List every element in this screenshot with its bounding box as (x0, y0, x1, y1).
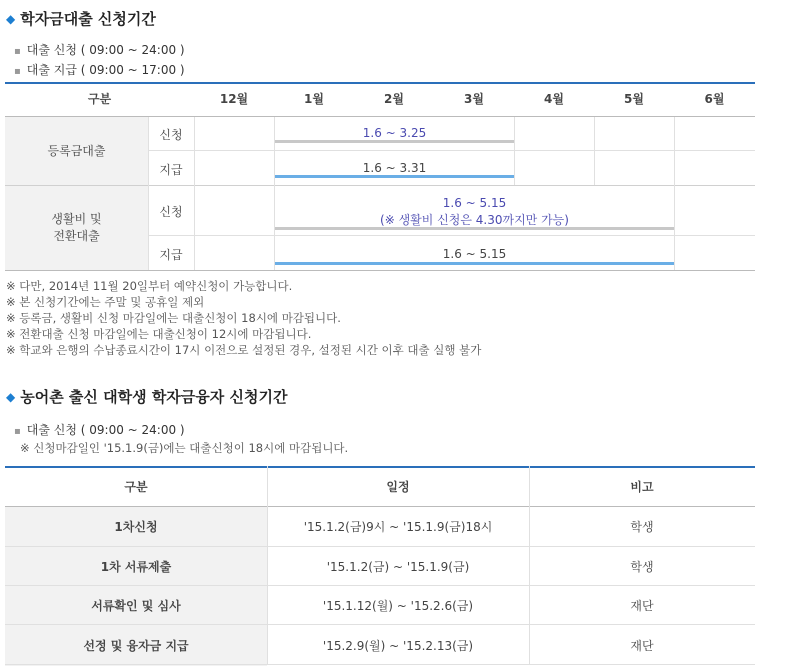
table-row-name: 선정 및 융자금 지급 (83, 639, 189, 653)
square-bullet-icon: ▪ (14, 66, 21, 77)
header-remark: 비고 (630, 480, 654, 494)
timeline-bar-tuition-apply (275, 140, 514, 143)
header-month-1: 1월 (304, 92, 324, 106)
diamond-bullet-icon: ◆ (6, 12, 16, 26)
header-category: 구분 (124, 480, 148, 494)
note-rural-deadline: ※ 신청마감일인 '15.1.9(금)에는 대출신청이 18시에 마감됩니다. (20, 441, 349, 455)
header-schedule: 일정 (386, 480, 410, 494)
timeline-bar-tuition-payment (275, 175, 514, 178)
header-month-4: 4월 (544, 92, 564, 106)
timeline-bar-living-payment (275, 262, 674, 265)
note-deadline-12: ※ 전환대출 신청 마감일에는 대출신청이 12시에 마감됩니다. (6, 327, 312, 341)
rural-loan-schedule-table (5, 466, 755, 666)
table-top-border (5, 466, 755, 468)
row-label-apply: 신청 (159, 128, 183, 142)
row-label-apply: 신청 (159, 205, 183, 219)
header-month-12: 12월 (219, 92, 249, 106)
row-label-payment: 지급 (159, 163, 183, 177)
group-label-tuition-loan: 등록금대출 (47, 144, 106, 158)
header-month-6: 6월 (704, 92, 725, 106)
note-reservation: ※ 다만, 2014년 11월 20일부터 예약신청이 가능합니다. (6, 279, 293, 293)
timeline-bar-living-apply (275, 227, 674, 230)
bullet-rural-apply-hours: ▪ 대출 신청 ( 09:00 ~ 24:00 ) (14, 423, 185, 437)
bar-label-tuition-apply: 1.6 ~ 3.25 (362, 126, 427, 140)
section-title-rural-loan: ◆ 농어촌 출신 대학생 학자금융자 신청기간 (6, 388, 288, 406)
table-row-schedule: '15.1.2(금)9시 ~ '15.1.9(금)18시 (303, 520, 493, 534)
bar-label-living-apply: 1.6 ~ 5.15 (442, 196, 507, 210)
diamond-bullet-icon: ◆ (6, 390, 16, 404)
loan-schedule-table (5, 82, 755, 271)
section-title-loan-period: ◆ 학자금대출 신청기간 (6, 10, 156, 28)
table-row-remark: 학생 (630, 520, 654, 534)
bullet-apply-hours: ▪ 대출 신청 ( 09:00 ~ 24:00 ) (14, 43, 185, 57)
table-row-schedule: '15.2.9(월) ~ '15.2.13(금) (322, 639, 474, 653)
square-bullet-icon: ▪ (14, 46, 21, 57)
bar-label-living-payment: 1.6 ~ 5.15 (442, 247, 507, 261)
table-row-name: 1차 서류제출 (100, 560, 172, 574)
table-row-remark: 재단 (630, 639, 654, 653)
square-bullet-icon: ▪ (14, 426, 21, 437)
table-row-remark: 재단 (630, 599, 654, 613)
bar-note-living-apply: (※ 생활비 신청은 4.30까지만 가능) (380, 213, 569, 227)
group-label-living-loan: 생활비 및 전환대출 (51, 212, 102, 243)
table-row-remark: 학생 (630, 560, 654, 574)
table-row-schedule: '15.1.12(월) ~ '15.2.6(금) (322, 599, 474, 613)
header-month-5: 5월 (624, 92, 644, 106)
label-column-bg (5, 117, 148, 271)
note-bank-cutoff: ※ 학교와 은행의 수납종료시간이 17시 이전으로 설정된 경우, 설정된 시간 이후 대출 실행 불가 (6, 343, 482, 357)
header-month-2: 2월 (384, 92, 404, 106)
header-month-3: 3월 (464, 92, 484, 106)
bullet-payment-hours: ▪ 대출 지급 ( 09:00 ~ 17:00 ) (14, 63, 185, 77)
header-category: 구분 (87, 92, 112, 106)
table-row-name: 1차신청 (114, 520, 158, 534)
note-deadline-18: ※ 등록금, 생활비 신청 마감일에는 대출신청이 18시에 마감됩니다. (6, 311, 341, 325)
table-row-schedule: '15.1.2(금) ~ '15.1.9(금) (326, 560, 470, 574)
table-row-name: 서류확인 및 심사 (91, 599, 181, 613)
row-label-payment: 지급 (159, 248, 183, 262)
note-holidays: ※ 본 신청기간에는 주말 및 공휴일 제외 (6, 295, 205, 309)
bar-label-tuition-payment: 1.6 ~ 3.31 (362, 161, 427, 175)
